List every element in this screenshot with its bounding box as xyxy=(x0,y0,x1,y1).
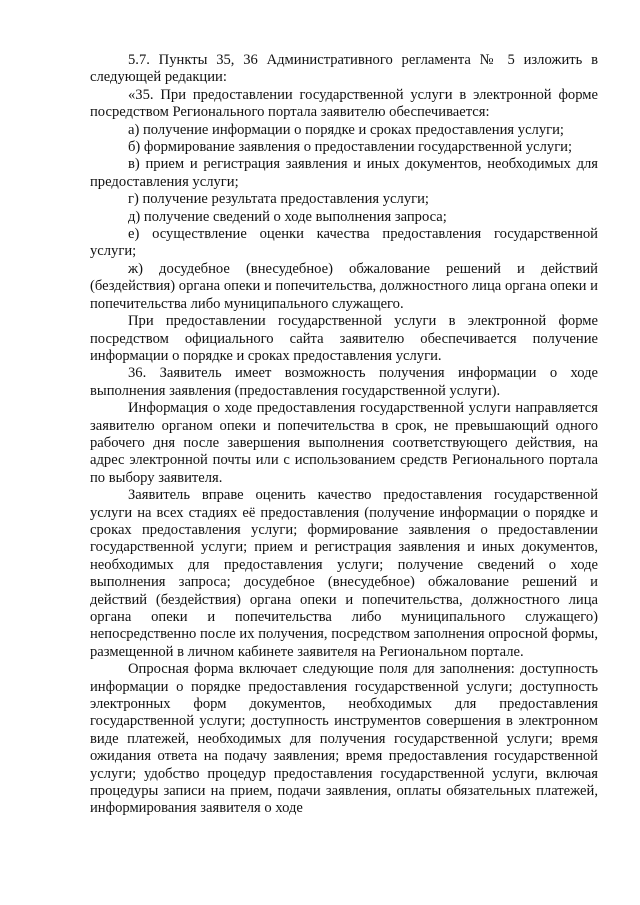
paragraph-survey-form: Опросная форма включает следующие поля для заполнения: доступность информации о порядке предоставления государственной услуги; доступность электронных форм документов, необходимых для предоставления государственной услуги; доступность инструментов совершения в электронном виде платежей, необходимых для получения государственной услуги; время ожидания ответа на подачу заявления; время предоставления государственной услуги; удобство процедур предоставления государственной услуги, включая процедуры записи на прием, подачи заявления, оплаты обязательных платежей, информирования заявителя о ходе xyxy=(90,661,598,817)
paragraph-quality-evaluation: Заявитель вправе оценить качество предоставления государственной услуги на всех стадиях её предоставления (получение информации о порядке и сроках предоставления услуги; формирование заявления о предоставлении государственной услуги; прием и регистрация заявления и иных документов, необходимых для предоставления услуги; получение сведений о ходе выполнения запроса; досудебное (внесудебное) обжалование решений и действий (бездействия) органа опеки и попечительства, должностного лица органа опеки и попечительства либо муниципального служащего) непосредственно после их получения, посредством заполнения опросной формы, размещенной в личном кабинете заявителя на Региональном портале. xyxy=(90,487,598,660)
list-item-d: д) получение сведений о ходе выполнения запроса; xyxy=(128,208,447,225)
paragraph-official-site: При предоставлении государственной услуги в электронной форме посредством официального сайта заявителю обеспечивается получение информации о порядке и сроках предоставления услуги. xyxy=(90,313,598,364)
list-item-zh: ж) досудебное (внесудебное) обжалование решений и действий (бездействия) органа опеки и попечительства, должностного лица органа опеки и попечительства либо муниципального служащего. xyxy=(90,260,598,312)
paragraph-36: 36. Заявитель имеет возможность получения информации о ходе выполнения заявления (предоставления государственной услуги). xyxy=(90,365,598,399)
list-item-e: е) осуществление оценки качества предоставления государственной услуги; xyxy=(90,226,598,260)
paragraph-35-intro: «35. При предоставлении государственной услуги в электронной форме посредством Регионального портала заявителю обеспечивается: xyxy=(90,86,598,121)
list-item-v: в) прием и регистрация заявления и иных документов, необходимых для предоставления услуги; xyxy=(90,156,598,190)
list-item-b: б) формирование заявления о предоставлении государственной услуги; xyxy=(128,139,573,156)
document-page xyxy=(90,52,598,818)
paragraph-5-7-heading: 5.7. Пункты 35, 36 Административного регламента № 5 изложить в следующей редакции: xyxy=(90,52,598,86)
paragraph-info-direction: Информация о ходе предоставления государственной услуги направляется заявителю органом опеки и попечительства в срок, не превышающий одного рабочего дня после завершения выполнения соответствующего действия, на адрес электронной почты или с использованием средств Регионального портала по выбору заявителя. xyxy=(90,400,598,486)
list-item-a: а) получение информации о порядке и сроках предоставления услуги; xyxy=(128,121,564,138)
list-item-g: г) получение результата предоставления услуги; xyxy=(128,191,429,208)
